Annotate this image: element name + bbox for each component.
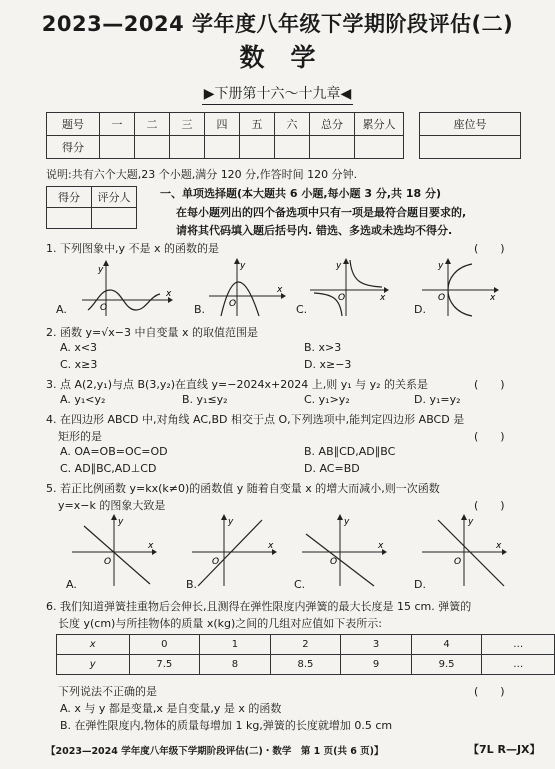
table-cell: 0 <box>129 635 200 655</box>
axis-origin: O <box>330 557 338 567</box>
question-4-stem: 4. 在四边形 ABCD 中,对角线 AC,BD 相交于点 O,下列选项中,能判定四边形 ABCD 是 <box>46 413 465 426</box>
chapter-scope <box>0 83 555 105</box>
q1-graph-b <box>207 256 287 318</box>
q3-option-c[interactable]: C. y₁>y₂ <box>304 393 350 406</box>
chapter-scope-text: ▶下册第十六～十九章◀ <box>202 83 354 105</box>
table-row <box>57 635 555 655</box>
axis-x-label: x <box>380 293 386 303</box>
section-heading: 一、单项选择题(本大题共 6 小题,每小题 3 分,共 18 分) <box>160 187 442 200</box>
score-header-cell: 二 <box>135 113 170 136</box>
question-6-answer-bracket[interactable]: ( ) <box>474 685 505 698</box>
q5-graph-b <box>190 512 280 588</box>
axis-y-label: y <box>438 261 444 271</box>
axis-x-label: x <box>490 293 496 303</box>
q5-graph-c <box>300 512 390 588</box>
q6-option-a[interactable]: A. x 与 y 都是变量,x 是自变量,y 是 x 的函数 <box>60 702 282 715</box>
q4-option-d[interactable]: D. AC=BD <box>304 462 360 475</box>
score-header-cell: 题号 <box>47 113 100 136</box>
q5-option-c[interactable]: C. <box>294 578 306 591</box>
q5-option-a[interactable]: A. <box>66 578 77 591</box>
question-5-stem-cont: y=x−k 的图象大致是 <box>58 499 166 512</box>
axis-x-label: x <box>496 541 502 551</box>
grader-table <box>46 186 137 229</box>
q1-option-b[interactable]: B. <box>194 303 206 316</box>
question-3-answer-bracket[interactable]: ( ) <box>474 378 505 391</box>
axis-y-label: y <box>98 265 104 275</box>
question-5-stem: 5. 若正比例函数 y=kx(k≠0)的函数值 y 随着自变量 x 的增大而减小,则一次函数 <box>46 482 440 495</box>
axis-x-label: x <box>277 285 283 295</box>
q5-graph-a <box>70 512 160 588</box>
axis-y-label: y <box>336 261 342 271</box>
table-row <box>57 655 555 675</box>
q2-option-d[interactable]: D. x≥−3 <box>304 358 352 371</box>
score-header-cell: 一 <box>100 113 135 136</box>
q5-option-d[interactable]: D. <box>414 578 426 591</box>
question-2-stem: 2. 函数 y=√x−3 中自变量 x 的取值范围是 <box>46 326 258 339</box>
axis-origin: O <box>454 557 462 567</box>
q4-option-c[interactable]: C. AD∥BC,AD⊥CD <box>60 462 157 475</box>
axis-origin: O <box>338 293 346 303</box>
grader-score-label: 得分 <box>47 187 92 208</box>
axis-y-label: y <box>118 517 124 527</box>
question-6-stem-cont: 长度 y(cm)与所挂物体的质量 x(kg)之间的几组对应值如下表所示: <box>58 617 382 630</box>
question-4-answer-bracket[interactable]: ( ) <box>474 430 505 443</box>
score-input-cell[interactable] <box>310 136 355 159</box>
exam-title: 2023—2024 学年度八年级下学期阶段评估(二) <box>41 12 514 36</box>
section-instruction-1: 在每小题列出的四个备选项中只有一项是最符合题目要求的, <box>176 206 467 219</box>
q5-option-b[interactable]: B. <box>186 578 198 591</box>
score-input-cell[interactable] <box>355 136 404 159</box>
table-cell: 4 <box>411 635 482 655</box>
axis-origin: O <box>229 299 237 309</box>
score-row-label: 得分 <box>47 136 100 159</box>
q1-graph-a <box>80 258 175 318</box>
q1-option-a[interactable]: A. <box>56 303 67 316</box>
q2-option-b[interactable]: B. x>3 <box>304 341 342 354</box>
seat-input-cell[interactable] <box>420 136 521 159</box>
table-cell: 1 <box>200 635 271 655</box>
axis-y-label: y <box>240 261 246 271</box>
q4-option-b[interactable]: B. AB∥CD,AD∥BC <box>304 445 396 458</box>
subject-title: 数学 <box>239 43 342 72</box>
question-6-stem: 6. 我们知道弹簧挂重物后会伸长,且测得在弹性限度内弹簧的最大长度是 15 cm. 弹簧的 <box>46 600 472 613</box>
q2-option-a[interactable]: A. x<3 <box>60 341 98 354</box>
q5-graph-d <box>420 512 510 588</box>
axis-origin: O <box>104 557 112 567</box>
score-input-cell[interactable] <box>170 136 205 159</box>
score-header-cell: 五 <box>240 113 275 136</box>
table-cell: 9.5 <box>411 655 482 675</box>
spring-data-table <box>56 634 555 675</box>
score-table-score-row <box>47 136 404 159</box>
score-table-header-row <box>47 113 404 136</box>
score-input-cell[interactable] <box>135 136 170 159</box>
q2-option-c[interactable]: C. x≥3 <box>60 358 98 371</box>
table-cell: … <box>482 655 555 675</box>
score-header-cell: 累分人 <box>355 113 404 136</box>
instructions: 说明:共有六个大题,23 个小题,满分 120 分,作答时间 120 分钟. <box>46 168 358 181</box>
q6-option-b[interactable]: B. 在弹性限度内,物体的质量每增加 1 kg,弹簧的长度就增加 0.5 cm <box>60 719 393 732</box>
q1-option-d[interactable]: D. <box>414 303 426 316</box>
grader-name-cell[interactable] <box>92 208 137 229</box>
table-cell: 7.5 <box>129 655 200 675</box>
q3-option-d[interactable]: D. y₁=y₂ <box>414 393 461 406</box>
score-header-cell: 六 <box>275 113 310 136</box>
table-cell: 8.5 <box>270 655 341 675</box>
table-cell: x <box>57 635 130 655</box>
q1-graph-d <box>420 256 500 318</box>
grader-score-cell[interactable] <box>47 208 92 229</box>
table-cell: 2 <box>270 635 341 655</box>
page-footer: 【2023—2024 学年度八年级下学期阶段评估(二)・数学 第 1 页(共 6 页)】 <box>46 746 384 757</box>
table-cell: y <box>57 655 130 675</box>
table-cell: 3 <box>341 635 412 655</box>
axis-origin: O <box>100 303 108 313</box>
score-table <box>46 112 404 159</box>
question-3-stem: 3. 点 A(2,y₁)与点 B(3,y₂)在直线 y=−2024x+2024 上,则 y₁ 与 y₂ 的关系是 <box>46 378 429 391</box>
question-6-prompt: 下列说法不正确的是 <box>58 685 157 698</box>
exam-code: 【7L R—JX】 <box>468 743 541 756</box>
axis-origin: O <box>438 293 446 303</box>
score-header-cell: 总分 <box>310 113 355 136</box>
score-input-cell[interactable] <box>275 136 310 159</box>
q4-option-a[interactable]: A. OA=OB=OC=OD <box>60 445 168 458</box>
q3-option-a[interactable]: A. y₁<y₂ <box>60 393 106 406</box>
question-1-answer-bracket[interactable]: ( ) <box>474 242 505 255</box>
q1-graph-c <box>308 256 390 318</box>
axis-y-label: y <box>228 517 234 527</box>
score-header-cell: 四 <box>205 113 240 136</box>
score-input-cell[interactable] <box>240 136 275 159</box>
q1-option-c[interactable]: C. <box>296 303 308 316</box>
score-input-cell[interactable] <box>100 136 135 159</box>
axis-x-label: x <box>166 289 172 299</box>
question-5-answer-bracket[interactable]: ( ) <box>474 499 505 512</box>
table-cell: … <box>482 635 555 655</box>
score-header-cell: 三 <box>170 113 205 136</box>
q3-option-b[interactable]: B. y₁≤y₂ <box>182 393 228 406</box>
table-cell: 8 <box>200 655 271 675</box>
score-input-cell[interactable] <box>205 136 240 159</box>
section-instruction-2: 请将其代码填入题后括号内. 错选、多选或未选均不得分. <box>176 224 453 237</box>
table-cell: 9 <box>341 655 412 675</box>
axis-y-label: y <box>468 517 474 527</box>
axis-x-label: x <box>268 541 274 551</box>
seat-label: 座位号 <box>420 113 521 136</box>
axis-x-label: x <box>148 541 154 551</box>
axis-y-label: y <box>344 517 350 527</box>
axis-origin: O <box>212 557 220 567</box>
grader-name-label: 评分人 <box>92 187 137 208</box>
question-4-stem-cont: 矩形的是 <box>58 430 102 443</box>
axis-x-label: x <box>378 541 384 551</box>
seat-table <box>419 112 521 159</box>
question-1-stem: 1. 下列图象中,y 不是 x 的函数的是 <box>46 242 219 255</box>
